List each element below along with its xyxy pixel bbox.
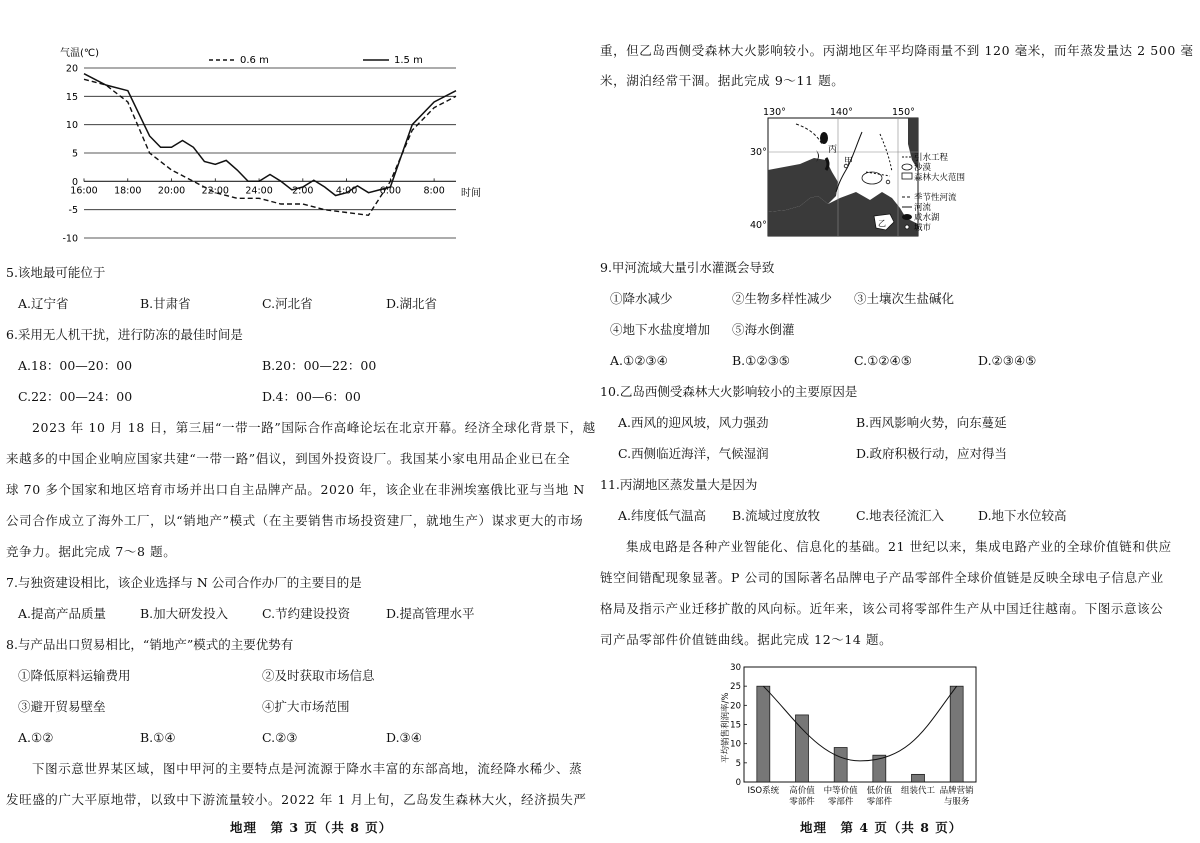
bar-category-label: 高价值 bbox=[789, 786, 815, 796]
q9-option-d[interactable]: D.②③④⑤ bbox=[978, 353, 1037, 368]
bar-y-tick-label: 25 bbox=[730, 682, 741, 693]
temp-y-tick-label: 15 bbox=[65, 91, 78, 103]
bar-category-label: 零部件 bbox=[866, 797, 893, 807]
map-lon-label-130: 130° bbox=[763, 107, 786, 118]
q8-item-2: ②及时获取市场信息 bbox=[262, 668, 375, 683]
bar-y-tick-label: 0 bbox=[735, 778, 741, 788]
bar-y-tick-label: 15 bbox=[730, 720, 741, 731]
q10-stem: 10.乙岛西侧受森林大火影响较小的主要原因是 bbox=[600, 384, 858, 399]
q10-option-d[interactable]: D.政府积极行动，应对得当 bbox=[856, 446, 1008, 461]
value-chain-bar bbox=[950, 686, 963, 782]
legend-salt-lake-icon bbox=[902, 214, 912, 220]
map-lat-label-40: 40° bbox=[750, 220, 767, 231]
passage3-line4: 司产品零部件价值链曲线。据此完成 12～14 题。 bbox=[600, 632, 893, 647]
q5-option-d[interactable]: D.湖北省 bbox=[386, 296, 438, 311]
temp-x-tick-label: 8:00 bbox=[423, 185, 445, 197]
map-lon-label-150: 150° bbox=[892, 107, 915, 118]
q8-item-4: ④扩大市场范围 bbox=[262, 699, 350, 714]
value-chain-chart bbox=[600, 655, 1200, 825]
bar-category-label: 组装代工 bbox=[900, 786, 936, 796]
q8-option-b[interactable]: B.①④ bbox=[140, 730, 176, 745]
temp-x-tick-label: 20:00 bbox=[157, 185, 186, 197]
passage1-line5: 竞争力。据此完成 7～8 题。 bbox=[6, 544, 177, 559]
legend-fire: 森林大火范围 bbox=[914, 173, 966, 183]
q8-stem: 8.与产品出口贸易相比，“销地产”模式的主要优势有 bbox=[6, 637, 294, 652]
passage2-line2: 发旺盛的广大平原地带，以致中下游流量较小。2022 年 1 月上旬，乙岛发生森林大火，经济损失严 bbox=[6, 792, 587, 807]
region-map bbox=[600, 100, 1200, 240]
value-chain-bar bbox=[757, 686, 770, 782]
temp-x-tick-label: 16:00 bbox=[70, 185, 98, 197]
temp-y-tick-label: -5 bbox=[68, 205, 78, 217]
passage1-line3: 球 70 多个国家和地区培育市场并出口自主品牌产品。2020 年，该企业在非洲埃塞俄比亚与当地 N bbox=[6, 482, 585, 497]
q10-option-a[interactable]: A.西风的迎风坡，风力强劲 bbox=[618, 415, 769, 430]
bar-chart-frame bbox=[744, 667, 976, 782]
passage-cont-line2: 米，湖泊经常干涸。据此完成 9～11 题。 bbox=[600, 73, 845, 88]
q7-stem: 7.与独资建设相比，该企业选择与 N 公司合作办厂的主要目的是 bbox=[6, 575, 362, 590]
legend-desert: 沙漠 bbox=[914, 163, 932, 173]
temp-chart-xlabel: 时间 bbox=[461, 188, 481, 199]
city-marker-2 bbox=[886, 180, 890, 184]
q10-option-c[interactable]: C.西侧临近海洋，气候湿润 bbox=[618, 446, 769, 461]
page-4-footer: 地理 第 4 页（共 8 页） bbox=[800, 820, 963, 835]
q9-option-b[interactable]: B.①②③⑤ bbox=[732, 353, 790, 368]
bar-category-label: 低价值 bbox=[866, 786, 893, 796]
temp-x-tick-label: 24:00 bbox=[245, 185, 273, 197]
series-1-5m-line bbox=[84, 74, 456, 196]
q9-item-4: ④地下水盐度增加 bbox=[610, 322, 711, 337]
q7-option-d[interactable]: D.提高管理水平 bbox=[386, 606, 475, 621]
q11-option-b[interactable]: B.流域过度放牧 bbox=[732, 508, 821, 523]
passage3-line3: 格局及指示产业迁移扩散的风向标。近年来，该公司将零部件生产从中国迁往越南。下图示意该公 bbox=[600, 601, 1164, 616]
passage2-line1: 下图示意世界某区域，图中甲河的主要特点是河流源于降水丰富的东部高地，流经降水稀少、蒸 bbox=[32, 761, 583, 776]
page-4 bbox=[600, 0, 1200, 843]
legend-label-0-6m: 0.6 m bbox=[240, 55, 269, 66]
temperature-chart bbox=[0, 0, 600, 260]
q11-option-d[interactable]: D.地下水位较高 bbox=[978, 508, 1067, 523]
temp-y-tick-label: 0 bbox=[71, 176, 78, 188]
value-chain-bar bbox=[796, 715, 809, 782]
bar-y-tick-label: 5 bbox=[735, 758, 741, 769]
q11-option-a[interactable]: A.纬度低气温高 bbox=[618, 508, 707, 523]
passage-cont-line1: 重，但乙岛西侧受森林大火影响较小。丙湖地区年平均降雨量不到 120 毫米，而年蒸发量达 2 500 毫 bbox=[600, 43, 1194, 58]
temp-x-tick-label: 22:00 bbox=[201, 185, 229, 197]
q9-stem: 9.甲河流域大量引水灌溉会导致 bbox=[600, 260, 775, 275]
q9-item-5: ⑤海水倒灌 bbox=[732, 322, 795, 337]
q11-stem: 11.丙湖地区蒸发量大是因为 bbox=[600, 477, 758, 492]
page-3-footer: 地理 第 3 页（共 8 页） bbox=[230, 820, 393, 835]
temp-x-tick-label: 6:00 bbox=[379, 185, 402, 197]
map-label-jia: 甲 bbox=[844, 157, 854, 167]
q5-option-b[interactable]: B.甘肃省 bbox=[140, 296, 191, 311]
q9-option-c[interactable]: C.①②④⑤ bbox=[854, 353, 912, 368]
q5-option-a[interactable]: A.辽宁省 bbox=[18, 296, 69, 311]
bar-category-label: 与服务 bbox=[943, 797, 970, 807]
q6-option-b[interactable]: B.20：00—22：00 bbox=[262, 358, 377, 373]
legend-seasonal-river: 季节性河流 bbox=[914, 193, 957, 203]
bar-y-tick-label: 10 bbox=[730, 739, 741, 750]
q6-option-a[interactable]: A.18：00—20：00 bbox=[18, 358, 133, 373]
map-lon-label-140: 140° bbox=[830, 107, 853, 118]
q8-option-a[interactable]: A.①② bbox=[18, 730, 54, 745]
q8-option-d[interactable]: D.③④ bbox=[386, 730, 422, 745]
passage1-line2: 来越多的中国企业响应国家共建“一带一路”倡议，到国外投资设厂。我国某小家电用品企业已在全 bbox=[6, 451, 571, 466]
q9-item-2: ②生物多样性减少 bbox=[732, 291, 833, 306]
legend-salt-lake: 咸水湖 bbox=[914, 213, 940, 223]
value-chain-bar bbox=[834, 748, 847, 783]
bar-category-label: 零部件 bbox=[789, 797, 815, 807]
bar-category-label: 品牌营销 bbox=[939, 786, 974, 796]
temp-x-tick-label: 2:00 bbox=[292, 185, 314, 197]
map-label-yi: 乙 bbox=[878, 219, 886, 228]
q8-item-1: ①降低原料运输费用 bbox=[18, 668, 131, 683]
map-label-bing: 丙 bbox=[828, 145, 838, 155]
legend-water-diversion: 引水工程 bbox=[914, 153, 949, 163]
legend-river: 河流 bbox=[914, 203, 932, 213]
bar-y-tick-label: 30 bbox=[730, 663, 741, 673]
bar-category-label: 零部件 bbox=[827, 797, 854, 807]
q8-item-3: ③避开贸易壁垒 bbox=[18, 699, 106, 714]
temp-chart-ylabel: 气温(℃) bbox=[60, 48, 100, 59]
passage1-line4: 公司合作成立了海外工厂，以“销地产”模式（在主要销售市场投资建厂，就地生产）谋求更大的市场 bbox=[6, 513, 584, 528]
q7-option-b[interactable]: B.加大研发投入 bbox=[140, 606, 229, 621]
temp-y-tick-label: 20 bbox=[65, 63, 78, 75]
temp-y-tick-label: -10 bbox=[62, 233, 78, 245]
temp-y-tick-label: 5 bbox=[71, 148, 78, 160]
q5-option-c[interactable]: C.河北省 bbox=[262, 296, 313, 311]
legend-city: 城市 bbox=[914, 223, 932, 233]
legend-city-icon bbox=[905, 225, 909, 229]
legend-label-1-5m: 1.5 m bbox=[394, 55, 423, 66]
q7-option-c[interactable]: C.节约建设投资 bbox=[262, 606, 351, 621]
q11-option-c[interactable]: C.地表径流汇入 bbox=[856, 508, 945, 523]
q5-stem: 5.该地最可能位于 bbox=[6, 265, 106, 280]
q8-option-c[interactable]: C.②③ bbox=[262, 730, 298, 745]
q7-option-a[interactable]: A.提高产品质量 bbox=[18, 606, 107, 621]
temp-y-tick-label: 10 bbox=[65, 120, 78, 132]
q10-option-b[interactable]: B.西风影响火势，向东蔓延 bbox=[856, 415, 1007, 430]
passage1-line1: 2023 年 10 月 18 日，第三届“一带一路”国际合作高峰论坛在北京开幕。经济全球化背景下，越 bbox=[32, 420, 596, 435]
map-lat-label-30: 30° bbox=[750, 147, 767, 158]
bar-y-tick-label: 20 bbox=[730, 701, 741, 712]
bar-category-label: 中等价值 bbox=[823, 786, 858, 796]
value-chain-bar bbox=[912, 774, 925, 782]
salt-lake-bing bbox=[820, 132, 828, 144]
q6-option-c[interactable]: C.22：00—24：00 bbox=[18, 389, 133, 404]
temp-x-tick-label: 4:00 bbox=[335, 185, 358, 197]
bar-chart-ylabel: 平均销售利润率/% bbox=[721, 692, 731, 763]
passage3-line2: 链空间错配现象显著。P 公司的国际著名品牌电子产品零部件全球价值链是反映全球电子信息产业 bbox=[600, 570, 1164, 585]
passage3-line1: 集成电路是各种产业智能化、信息化的基础。21 世纪以来，集成电路产业的全球价值链和供应 bbox=[626, 539, 1172, 554]
bar-category-label: ISO系统 bbox=[747, 786, 780, 796]
value-chain-curve bbox=[763, 686, 956, 761]
q6-stem: 6.采用无人机干扰，进行防冻的最佳时间是 bbox=[6, 327, 243, 342]
q9-item-3: ③土壤次生盐碱化 bbox=[854, 291, 955, 306]
q9-item-1: ①降水减少 bbox=[610, 291, 673, 306]
q6-option-d[interactable]: D.4：00—6：00 bbox=[262, 389, 361, 404]
temp-x-tick-label: 18:00 bbox=[114, 185, 142, 197]
q9-option-a[interactable]: A.①②③④ bbox=[610, 353, 668, 368]
